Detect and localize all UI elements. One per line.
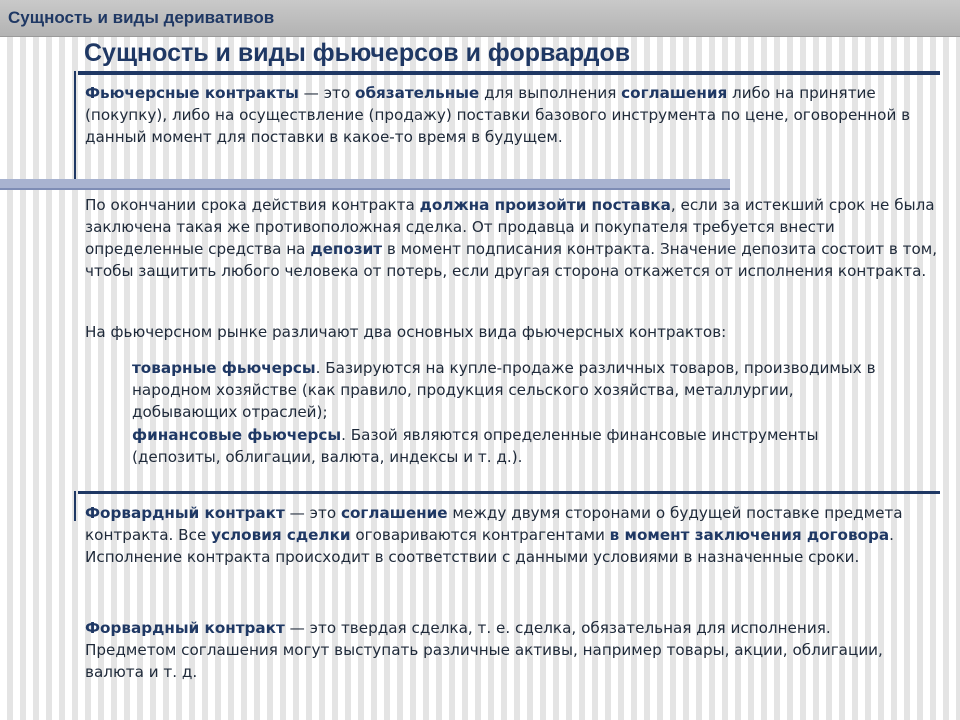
forward-def-bold-2: условия сделки (211, 526, 351, 544)
middle-divider-line (0, 188, 730, 190)
futures-term: Фьючерсные контракты (85, 84, 299, 102)
delivery-text-3: в момент подписания контракта. Значение депозита состоит в том, чтобы защитить любого человека от потерь, если другая сторона откажется от исполнения контракта. (85, 240, 938, 280)
commodity-futures-item (132, 357, 892, 423)
delivery-paragraph (85, 194, 940, 282)
bottom-divider (78, 491, 940, 494)
forward-def-bold-1: соглашение (340, 504, 448, 522)
delivery-bold-1: должна произойти поставка (419, 196, 671, 214)
top-divider (78, 71, 940, 75)
futures-types-intro: На фьючерсном рынке различают два основных вида фьючерсных контрактов: (85, 323, 727, 341)
futures-definition-paragraph (85, 82, 940, 148)
commodity-futures-term: товарные фьючерсы (132, 359, 316, 377)
forward-firm-text: — это твердая сделка, т. е. сделка, обязательная для исполнения. Предметом соглашения могут выступать различные активы, например товары, акции, облигации, валюта и т. д. (85, 619, 883, 681)
page-title: Сущность и виды фьючерсов и форвардов (84, 39, 631, 67)
futures-def-text-3: либо на принятие (покупку), либо на осуществление (продажу) поставки базового инструмента по цене, оговоренной в данный момент для поставки в какое-то время в будущем. (85, 84, 911, 146)
financial-futures-term: финансовые фьючерсы (132, 426, 342, 444)
futures-def-bold-2: соглашения (621, 84, 728, 102)
futures-def-text-2: для выполнения (479, 84, 622, 102)
forward-term: Форвардный контракт (85, 504, 285, 522)
financial-futures-item (132, 424, 892, 468)
left-accent-line (74, 71, 76, 181)
left-accent-line-bottom (74, 491, 76, 521)
forward-firm-paragraph (85, 617, 885, 683)
forward-def-bold-3: в момент заключения договора (609, 526, 890, 544)
header-title: Сущность и виды деривативов (8, 8, 275, 27)
forward-def-text-3: оговариваются контрагентами (350, 526, 610, 544)
forward-def-text-2: между двумя сторонами о будущей поставке предмета контракта. Все (85, 504, 903, 544)
delivery-bold-2: депозит (310, 240, 383, 258)
forward-def-text-1: — это (284, 504, 341, 522)
futures-def-text-1: — это (298, 84, 356, 102)
slide-header-band (0, 0, 960, 37)
commodity-futures-text: . Базируются на купле-продаже различных товаров, производимых в народном хозяйстве (как правило, продукция сельского хозяйства, металлургии, добывающих отраслей); (132, 359, 876, 421)
futures-def-bold-1: обязательные (355, 84, 480, 102)
delivery-text-2: , если за истекший срок не была заключена такая же противоположная сделка. От продавца и покупателя требуется внести определенные средства на (85, 196, 935, 258)
forward-def-text-4: . Исполнение контракта происходит в соответствии с данными условиями в назначенные сроки. (85, 526, 894, 566)
forward-definition-paragraph (85, 502, 945, 568)
financial-futures-text: . Базой являются определенные финансовые инструменты (депозиты, облигации, валюта, индексы и т. д.). (132, 426, 819, 466)
delivery-text-1: По окончании срока действия контракта (85, 196, 420, 214)
forward-firm-term: Форвардный контракт (85, 619, 285, 637)
